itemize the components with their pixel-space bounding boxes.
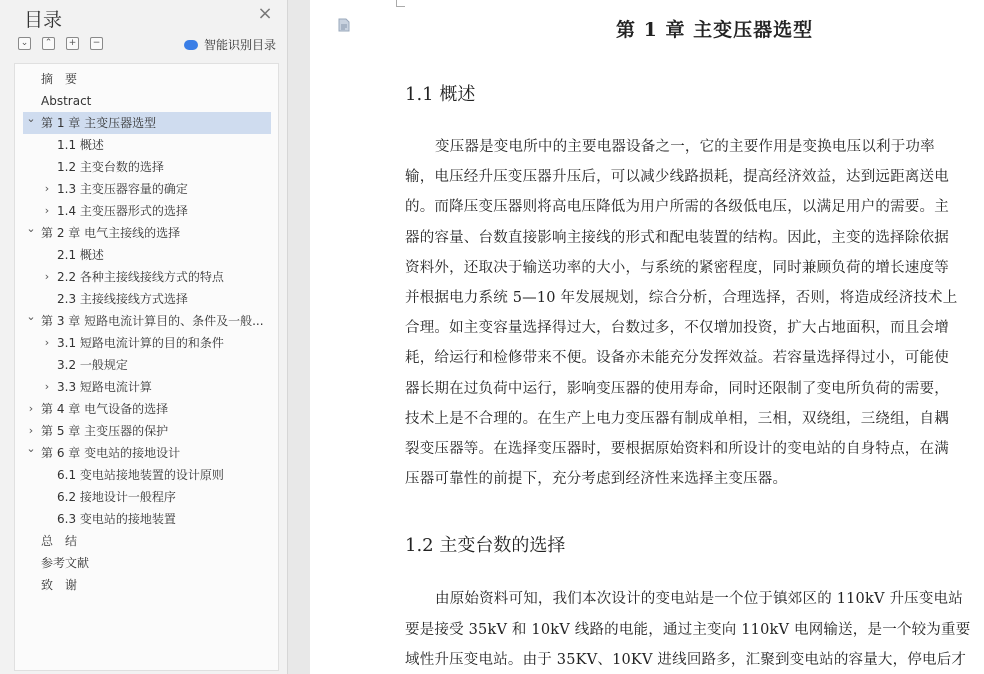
toc-item-label: 6.3 变电站的接地装置 [57, 512, 176, 526]
chapter-title: 第 1 章 主变压器选型 [616, 19, 814, 41]
toc-item[interactable] [23, 574, 271, 596]
close-icon[interactable]: × [257, 3, 273, 24]
collapse-all-button[interactable]: ⌄ [18, 37, 31, 50]
toc-item[interactable] [23, 90, 271, 112]
body-text-line: 器长期在过负荷中运行，影响变压器的使用寿命，同时还限制了变电所负荷的需要， [405, 380, 949, 397]
toc-item[interactable] [23, 552, 271, 574]
smart-toc-icon [184, 40, 198, 50]
toc-item[interactable] [23, 288, 271, 310]
chevron-right-icon[interactable]: › [44, 336, 50, 349]
toc-item-label: 1.3 主变压器容量的确定 [57, 182, 188, 196]
toc-item[interactable] [23, 530, 271, 552]
chevron-down-icon[interactable]: ⌄ [26, 222, 36, 235]
chevron-down-icon[interactable]: ⌄ [26, 442, 36, 455]
body-text-line: 输，电压经升压变压器升压后，可以减少线路损耗，提高经济效益，达到远距离送电 [405, 169, 949, 186]
body-text-line: 要是接受 35kV 和 10kV 线路的电能，通过主变向 110kV 电网输送，是一个较为重要 [405, 621, 971, 638]
toc-item[interactable] [23, 134, 271, 156]
toc-item[interactable] [23, 266, 271, 288]
toc-item[interactable] [23, 508, 271, 530]
toc-item-label: 2.2 各种主接线接线方式的特点 [57, 270, 224, 284]
toc-item-label: 第 4 章 电气设备的选择 [41, 402, 169, 416]
chevron-right-icon[interactable]: › [44, 204, 50, 217]
body-text-line: 压器可靠性的前提下，充分考虑到经济性来选择主变压器。 [405, 471, 788, 488]
toc-item[interactable] [23, 442, 271, 464]
add-heading-button[interactable]: + [66, 37, 79, 50]
body-text-line: 由原始资料可知，我们本次设计的变电站是一个位于镇郊区的 110kV 升压变电站 [435, 591, 963, 607]
chevron-right-icon[interactable]: › [44, 182, 50, 195]
toc-item-label: 第 5 章 主变压器的保护 [41, 424, 169, 438]
body-text-line: 资料外，还取决于输送功率的大小，与系统的紧密程度，同时兼顾负荷的增长速度等 [405, 259, 949, 276]
toc-item[interactable] [23, 68, 271, 90]
smart-toc-button[interactable] [184, 36, 276, 53]
toc-item-label: 总 结 [41, 534, 78, 548]
body-text-line: 器的容量、台数直接影响主接线的形式和配电装置的结构。因此，主变的选择除依据 [405, 229, 949, 246]
section-title: 1.1 概述 [405, 84, 476, 105]
body-text-line: 域性升压变电站。由于 35KV、10KV 进线回路多，汇聚到变电站的容量大，停电后才 [405, 652, 967, 668]
toc-item[interactable] [23, 156, 271, 178]
toc-item-label: 第 1 章 主变压器选型 [41, 116, 157, 130]
body-text-line: 合理。如主变容量选择得过大，台数过多，不仅增加投资，扩大占地面积，而且会增 [405, 320, 949, 337]
toc-item-label: 1.2 主变台数的选择 [57, 160, 164, 174]
toc-item-label: 3.3 短路电流计算 [57, 380, 152, 394]
toc-item[interactable] [23, 178, 271, 200]
toc-item-label: 6.2 接地设计一般程序 [57, 490, 176, 504]
toc-item[interactable] [23, 464, 271, 486]
chevron-down-icon[interactable]: ⌄ [26, 310, 36, 323]
page-corner-mark [396, 0, 405, 7]
section-title: 1.2 主变台数的选择 [405, 535, 566, 556]
toc-item[interactable] [23, 244, 271, 266]
toc-item-label: Abstract [41, 94, 92, 108]
toc-item[interactable] [23, 332, 271, 354]
toc-item-label: 参考文献 [41, 556, 90, 570]
toc-sidebar [0, 0, 288, 674]
toc-item-label: 致 谢 [41, 578, 78, 592]
chevron-right-icon[interactable]: › [28, 424, 34, 437]
toc-item[interactable] [23, 200, 271, 222]
toc-title: 目录 [24, 9, 63, 31]
toc-item[interactable] [23, 354, 271, 376]
toc-item-label: 3.1 短路电流计算的目的和条件 [57, 336, 224, 350]
body-text-line: 变压器是变电所中的主要电器设备之一，它的主要作用是变换电压以利于功率 [435, 139, 935, 155]
toc-item[interactable] [23, 486, 271, 508]
body-text-line: 的。而降压变压器则将高电压降低为用户所需的各级低电压，以满足用户的需要。主 [405, 199, 949, 216]
toc-item[interactable] [23, 420, 271, 442]
chevron-right-icon[interactable]: › [28, 402, 34, 415]
chevron-right-icon[interactable]: › [44, 270, 50, 283]
toc-item-label: 3.2 一般规定 [57, 358, 128, 372]
toc-item-label: 1.4 主变压器形式的选择 [57, 204, 188, 218]
toc-item-label: 2.1 概述 [57, 248, 104, 262]
body-text-line: 耗，给运行和检修带来不便。设备亦未能充分发挥效益。若容量选择得过小，可能使 [405, 350, 949, 367]
page-icon[interactable] [338, 18, 350, 32]
body-text-line: 技术上是不合理的。在生产上电力变压器有制成单相，三相，双绕组，三绕组，自耦 [405, 410, 949, 427]
toc-item-label: 第 6 章 变电站的接地设计 [41, 446, 181, 460]
toc-item-label: 第 3 章 短路电流计算目的、条件及一般... [41, 314, 264, 328]
toc-item-label: 1.1 概述 [57, 138, 104, 152]
toc-item[interactable] [23, 222, 271, 244]
smart-toc-label: 智能识别目录 [204, 38, 277, 52]
body-text-line: 并根据电力系统 5—10 年发展规划，综合分析，合理选择，否则，将造成经济技术上 [405, 290, 958, 306]
toc-item[interactable] [23, 376, 271, 398]
remove-heading-button[interactable]: − [90, 37, 103, 50]
toc-list [14, 63, 279, 671]
toc-item-label: 2.3 主接线接线方式选择 [57, 292, 188, 306]
toc-item-label: 摘 要 [41, 72, 78, 86]
toc-item[interactable] [23, 112, 271, 134]
expand-all-button[interactable]: ⌃ [42, 37, 55, 50]
body-text-line: 裂变压器等。在选择变压器时，要根据原始资料和所设计的变电站的自身特点，在满 [405, 441, 949, 457]
chevron-down-icon[interactable]: ⌄ [26, 112, 36, 125]
toc-item-label: 第 2 章 电气主接线的选择 [41, 226, 181, 240]
chevron-right-icon[interactable]: › [44, 380, 50, 393]
toc-item-label: 6.1 变电站接地装置的设计原则 [57, 468, 224, 482]
toc-item[interactable] [23, 398, 271, 420]
toc-item[interactable] [23, 310, 271, 332]
